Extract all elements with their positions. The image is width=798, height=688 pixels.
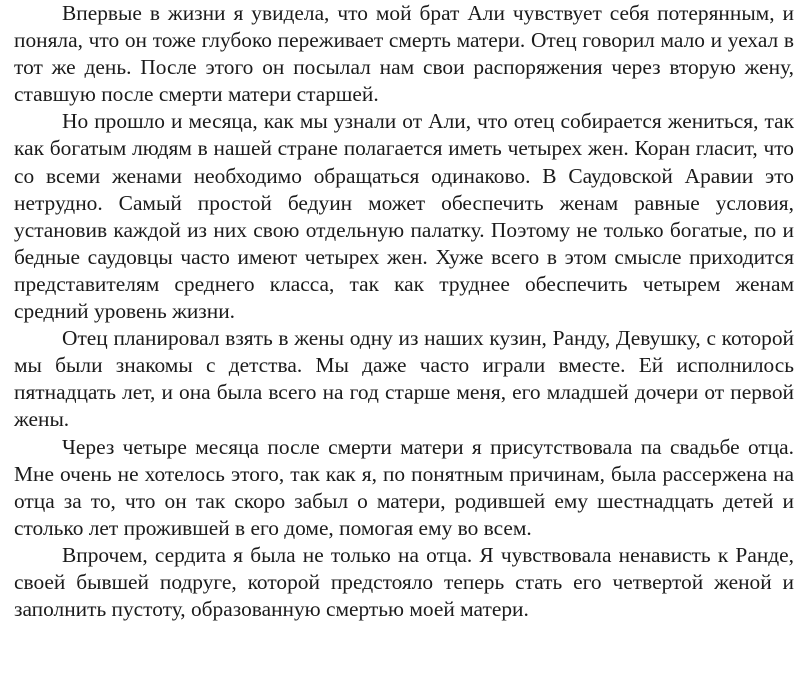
paragraph-3: Отец планировал взять в жены одну из наших кузин, Ранду, Девушку, с которой мы были знакомы с детства. Мы даже часто играли вместе. Ей исполнилось пятнадцать лет, и она была всего на год старше меня, его младшей дочери от первой жены. — [14, 326, 794, 432]
document-page — [14, 0, 794, 623]
paragraph-1: Впервые в жизни я увидела, что мой брат Али чувствует себя потерянным, и поняла, что он тоже глубоко переживает смерть матери. Отец говорил мало и уехал в тот же день. После этого он посылал нам свои распоряжения через вторую жену, ставшую после смерти матери старшей. — [14, 1, 794, 107]
paragraph-2: Но прошло и месяца, как мы узнали от Али, что отец собирается жениться, так как богатым людям в нашей стране полагается иметь четырех жен. Коран гласит, что со всеми женами необходимо обращаться одинаково. В Саудовской Аравии это нетрудно. Самый простой бедуин может обеспечить женам равные условия, установив каждой из них свою отдельную палатку. Поэтому не только богатые, по и бедные саудовцы часто имеют четырех жен. Хуже всего в этом смысле приходится представителям среднего класса, так как труднее обеспечить четырем женам средний уровень жизни. — [14, 109, 794, 324]
paragraph-5: Впрочем, сердита я была не только на отца. Я чувствовала ненависть к Ранде, своей бывшей подруге, которой предстояло теперь стать его четвертой женой и заполнить пустоту, образованную смертью моей матери. — [14, 542, 794, 622]
paragraph-4: Через четыре месяца после смерти матери я присутствовала па свадьбе отца. Мне очень не хотелось этого, так как я, по понятным причинам, была рассержена на отца за то, что он так скоро забыл о матери, родившей ему шестнадцать детей и столько лет прожившей в его доме, помогая ему во всем. — [14, 434, 794, 540]
